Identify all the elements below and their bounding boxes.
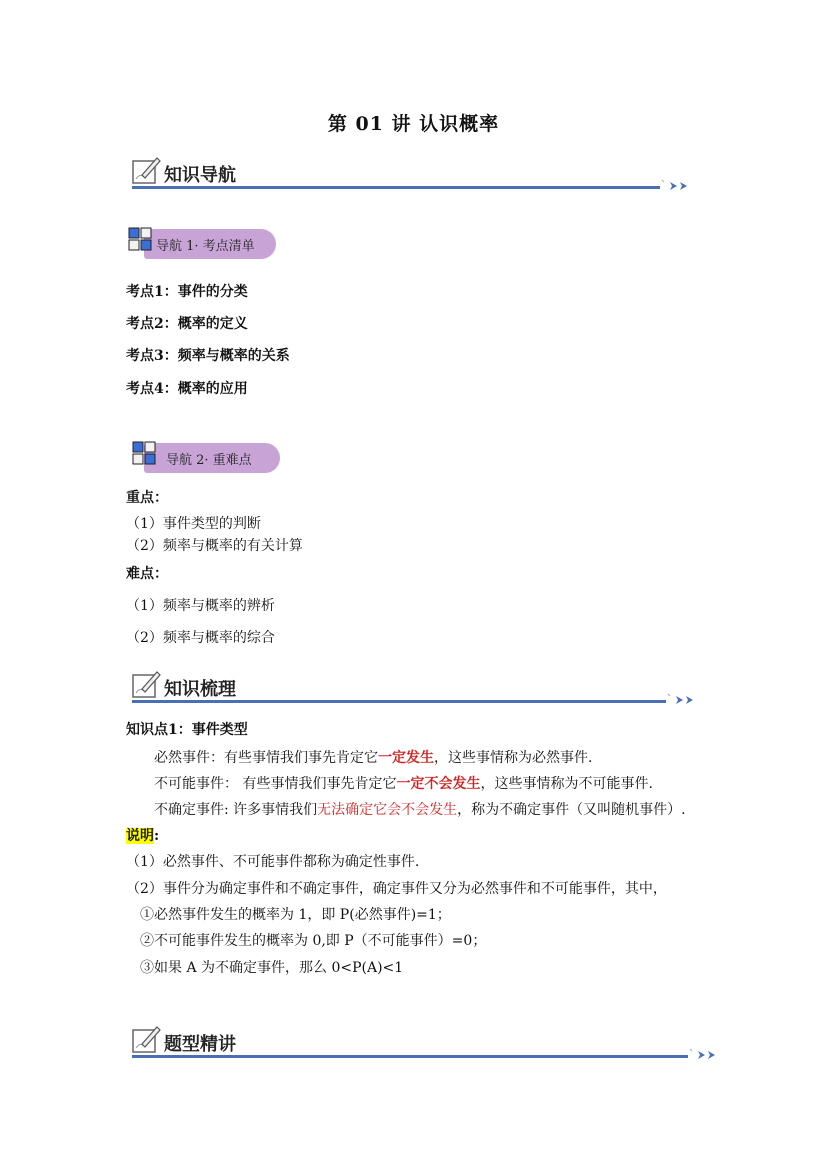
nandian-item-1: （1）频率与概率的辨析 bbox=[126, 598, 275, 614]
shuoming-item-2: （2）事件分为确定事件和不确定事件，确定事件又分为必然事件和不可能事件，其中， bbox=[126, 881, 667, 897]
double-arrow-icon bbox=[688, 1048, 722, 1062]
zhongdian-label: 重点： bbox=[126, 490, 168, 506]
buqueding-tail: ，称为不确定事件（又叫随机事件）. bbox=[457, 802, 686, 818]
section-divider bbox=[132, 1055, 688, 1058]
section-title-practice: 题型精讲 bbox=[164, 1034, 236, 1055]
buqueding-text: 不确定事件: 许多事情我们 bbox=[154, 802, 318, 818]
badge-nav2 bbox=[128, 441, 283, 473]
buqueding-line bbox=[154, 799, 686, 819]
zhongdian-item-1: （1）事件类型的判断 bbox=[126, 516, 261, 532]
badge-label: 导航 2· 重难点 bbox=[166, 453, 252, 468]
biran-tail: ，这些事情称为必然事件. bbox=[434, 750, 593, 766]
nandian-label: 难点： bbox=[126, 566, 168, 582]
buqueding-emphasis: 无法确定它会不会发生 bbox=[317, 802, 458, 818]
biran-text: 必然事件：有些事情我们事先肯定它 bbox=[154, 750, 378, 766]
bukeneng-tail: ，这些事情称为不可能事件. bbox=[480, 776, 653, 792]
badge-nav1 bbox=[128, 227, 278, 259]
section-title-nav: 知识导航 bbox=[164, 165, 236, 186]
pencil-note-icon bbox=[130, 669, 162, 701]
section-header-review bbox=[130, 669, 705, 709]
bukeneng-text: 不可能事件： 有些事情我们事先肯定它 bbox=[154, 776, 397, 792]
section-title-review: 知识梳理 bbox=[164, 679, 236, 700]
kaodian-2: 考点2：概率的定义 bbox=[126, 316, 248, 332]
pencil-note-icon bbox=[130, 1024, 162, 1056]
double-arrow-icon bbox=[666, 693, 700, 707]
double-arrow-icon bbox=[660, 179, 694, 193]
section-header-practice bbox=[130, 1024, 728, 1064]
shuoming-colon: : bbox=[154, 828, 160, 844]
cubes-icon bbox=[132, 441, 158, 467]
section-header-nav bbox=[130, 155, 700, 195]
bukeneng-emphasis: 一定不会发生 bbox=[396, 776, 481, 792]
zhongdian-item-2: （2）频率与概率的有关计算 bbox=[126, 538, 303, 554]
kaodian-1: 考点1：事件的分类 bbox=[126, 284, 248, 300]
section-divider bbox=[132, 700, 666, 703]
bukeneng-line bbox=[154, 773, 653, 793]
page-title: 第 01 讲 认识概率 bbox=[327, 113, 500, 135]
badge-label: 导航 1· 考点清单 bbox=[156, 239, 255, 254]
kaodian-3: 考点3：频率与概率的关系 bbox=[126, 348, 290, 364]
shuoming-item-5: ③如果 A 为不确定事件，那么 0<P(A)<1 bbox=[140, 960, 404, 976]
shuoming-item-4: ②不可能事件发生的概率为 0,即 P（不可能事件）=0； bbox=[140, 933, 487, 949]
cubes-icon bbox=[128, 227, 154, 253]
zhishidian-heading: 知识点1：事件类型 bbox=[126, 722, 248, 738]
kaodian-4: 考点4：概率的应用 bbox=[126, 381, 248, 397]
biran-emphasis: 一定发生 bbox=[378, 750, 434, 766]
shuoming-highlight: 说明 bbox=[126, 828, 154, 844]
section-divider bbox=[132, 186, 660, 189]
shuoming-item-1: （1）必然事件、不可能事件都称为确定性事件. bbox=[126, 854, 420, 870]
shuoming-item-3: ①必然事件发生的概率为 1，即 P(必然事件)=1； bbox=[140, 907, 451, 923]
pencil-note-icon bbox=[130, 155, 162, 187]
biran-line bbox=[154, 747, 592, 767]
shuoming-label bbox=[126, 825, 159, 845]
nandian-item-2: （2）频率与概率的综合 bbox=[126, 630, 275, 646]
